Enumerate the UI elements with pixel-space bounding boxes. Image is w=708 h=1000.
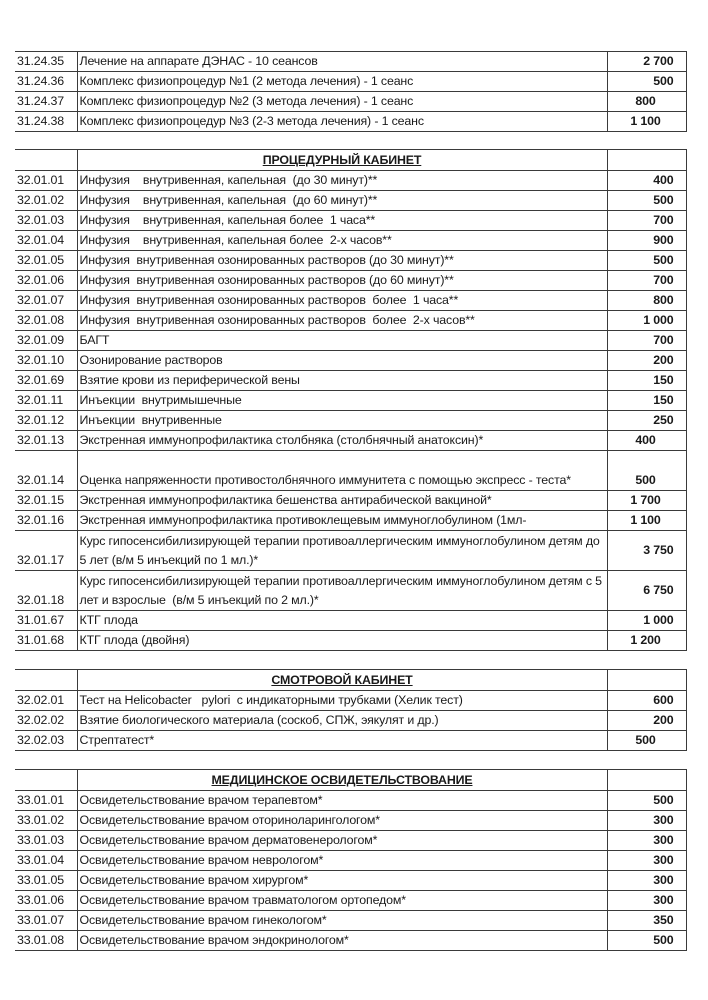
- service-price: 300: [607, 831, 686, 851]
- header-code-cell: [15, 150, 77, 171]
- service-name: Инфузия внутривенная, капельная более 2-х часов**: [77, 231, 607, 251]
- service-name: Инъекции внутримышечные: [77, 391, 607, 411]
- table-row: [15, 371, 686, 391]
- service-code: 32.01.16: [15, 511, 77, 531]
- service-code: 32.01.13: [15, 431, 77, 451]
- header-price-cell: [607, 150, 686, 171]
- service-price: 1 700: [607, 491, 686, 511]
- service-name: Освидетельствование врачом терапевтом*: [77, 791, 607, 811]
- table-row: [15, 531, 686, 571]
- service-price: 200: [607, 711, 686, 731]
- service-code: 33.01.05: [15, 871, 77, 891]
- table-row: [15, 831, 686, 851]
- price-table-procedure-room: [15, 149, 687, 651]
- service-code: 31.01.67: [15, 611, 77, 631]
- service-code: 32.01.06: [15, 271, 77, 291]
- service-code: 31.01.68: [15, 631, 77, 651]
- service-name: Экстренная иммунопрофилактика столбняка (столбнячный анатоксин)*: [77, 431, 607, 451]
- table-row: [15, 431, 686, 451]
- service-code: 32.01.10: [15, 351, 77, 371]
- service-name: Освидетельствование врачом хирургом*: [77, 871, 607, 891]
- service-price: 500: [607, 451, 686, 491]
- table-row: [15, 52, 686, 72]
- service-price: 400: [607, 431, 686, 451]
- service-price: 1 100: [607, 112, 686, 132]
- service-price: 300: [607, 891, 686, 911]
- table-row: [15, 92, 686, 112]
- section-header-row: [15, 670, 686, 691]
- service-name: БАГТ: [77, 331, 607, 351]
- service-name: Освидетельствование врачом неврологом*: [77, 851, 607, 871]
- service-price: 500: [607, 191, 686, 211]
- service-price: 800: [607, 291, 686, 311]
- table-row: [15, 351, 686, 371]
- service-code: 33.01.02: [15, 811, 77, 831]
- service-price: 700: [607, 271, 686, 291]
- service-price: 1 100: [607, 511, 686, 531]
- service-name: Освидетельствование врачом травматологом ортопедом*: [77, 891, 607, 911]
- table-row: [15, 311, 686, 331]
- table-row: [15, 571, 686, 611]
- service-name: Комплекс физиопроцедур №1 (2 метода лечения) - 1 сеанс: [77, 72, 607, 92]
- service-code: 32.02.03: [15, 731, 77, 751]
- table-row: [15, 291, 686, 311]
- service-code: 32.01.18: [15, 571, 77, 611]
- table-row: [15, 211, 686, 231]
- table-row: [15, 271, 686, 291]
- service-name: Тест на Helicobacter pylori с индикаторными трубками (Хелик тест): [77, 691, 607, 711]
- service-price: 1 000: [607, 311, 686, 331]
- price-table-examination-room: [15, 669, 687, 751]
- service-price: 500: [607, 72, 686, 92]
- table-row: [15, 711, 686, 731]
- service-name: Инфузия внутривенная озонированных растворов (до 30 минут)**: [77, 251, 607, 271]
- service-name: Курс гипосенсибилизирующей терапии противоаллергическим иммуноглобулином детям с 5 лет и взрослые (в/м 5 инъекций по 2 мл.)*: [77, 571, 607, 611]
- service-name: Освидетельствование врачом оториноларингологом*: [77, 811, 607, 831]
- table-row: [15, 911, 686, 931]
- service-price: 250: [607, 411, 686, 431]
- price-table-physio: [15, 51, 687, 132]
- table-row: [15, 491, 686, 511]
- header-price-cell: [607, 670, 686, 691]
- service-price: 200: [607, 351, 686, 371]
- service-name: Инъекции внутривенные: [77, 411, 607, 431]
- table-row: [15, 231, 686, 251]
- service-price: 350: [607, 911, 686, 931]
- service-name: Взятие биологического материала (соскоб, СПЖ, эякулят и др.): [77, 711, 607, 731]
- service-price: 2 700: [607, 52, 686, 72]
- table-row: [15, 331, 686, 351]
- service-price: 150: [607, 371, 686, 391]
- service-code: 32.01.05: [15, 251, 77, 271]
- service-price: 700: [607, 211, 686, 231]
- table-row: [15, 511, 686, 531]
- service-name: Инфузия внутривенная, капельная (до 30 минут)**: [77, 171, 607, 191]
- section-title: ПРОЦЕДУРНЫЙ КАБИНЕТ: [77, 150, 607, 171]
- table-row: [15, 871, 686, 891]
- service-code: 32.01.07: [15, 291, 77, 311]
- header-code-cell: [15, 770, 77, 791]
- table-row: [15, 451, 686, 491]
- table-row: [15, 891, 686, 911]
- service-price: 3 750: [607, 531, 686, 571]
- service-price: 500: [607, 791, 686, 811]
- service-code: 32.01.03: [15, 211, 77, 231]
- service-code: 33.01.01: [15, 791, 77, 811]
- table-row: [15, 811, 686, 831]
- service-name: Инфузия внутривенная озонированных растворов более 2-х часов**: [77, 311, 607, 331]
- service-price: 300: [607, 811, 686, 831]
- section-title: МЕДИЦИНСКОЕ ОСВИДЕТЕЛЬСТВОВАНИЕ: [77, 770, 607, 791]
- service-code: 32.02.02: [15, 711, 77, 731]
- service-code: 31.24.35: [15, 52, 77, 72]
- service-price: 500: [607, 251, 686, 271]
- service-name: Озонирование растворов: [77, 351, 607, 371]
- service-code: 33.01.04: [15, 851, 77, 871]
- service-code: 32.01.14: [15, 451, 77, 491]
- service-name: КТГ плода: [77, 611, 607, 631]
- table-row: [15, 411, 686, 431]
- table-row: [15, 631, 686, 651]
- service-code: 32.01.12: [15, 411, 77, 431]
- service-price: 1 000: [607, 611, 686, 631]
- service-name: Освидетельствование врачом эндокринологом*: [77, 931, 607, 951]
- table-row: [15, 691, 686, 711]
- service-name: Комплекс физиопроцедур №2 (3 метода лечения) - 1 сеанс: [77, 92, 607, 112]
- service-price: 400: [607, 171, 686, 191]
- service-price: 600: [607, 691, 686, 711]
- service-name: Экстренная иммунопрофилактика бешенства антирабической вакциной*: [77, 491, 607, 511]
- table-row: [15, 791, 686, 811]
- service-name: Инфузия внутривенная озонированных растворов (до 60 минут)**: [77, 271, 607, 291]
- service-name: Освидетельствование врачом гинекологом*: [77, 911, 607, 931]
- service-code: 31.24.36: [15, 72, 77, 92]
- table-row: [15, 931, 686, 951]
- table-row: [15, 112, 686, 132]
- service-price: 300: [607, 871, 686, 891]
- service-name: Оценка напряженности противостолбнячного иммунитета с помощью экспресс - теста*: [77, 451, 607, 491]
- service-code: 31.24.38: [15, 112, 77, 132]
- service-price: 800: [607, 92, 686, 112]
- header-code-cell: [15, 670, 77, 691]
- table-row: [15, 191, 686, 211]
- service-name: Инфузия внутривенная, капельная более 1 часа**: [77, 211, 607, 231]
- section-header-row: [15, 150, 686, 171]
- service-name: Курс гипосенсибилизирующей терапии противоаллергическим иммуноглобулином детям до 5 лет (в/м 5 инъекций по 1 мл.)*: [77, 531, 607, 571]
- service-price: 700: [607, 331, 686, 351]
- service-code: 32.01.17: [15, 531, 77, 571]
- service-name: КТГ плода (двойня): [77, 631, 607, 651]
- service-code: 32.01.08: [15, 311, 77, 331]
- service-price: 500: [607, 731, 686, 751]
- section-header-row: [15, 770, 686, 791]
- service-code: 31.24.37: [15, 92, 77, 112]
- service-code: 33.01.03: [15, 831, 77, 851]
- service-code: 32.01.11: [15, 391, 77, 411]
- service-code: 32.01.02: [15, 191, 77, 211]
- service-code: 32.01.15: [15, 491, 77, 511]
- service-name: Стрептатест*: [77, 731, 607, 751]
- table-row: [15, 391, 686, 411]
- service-name: Комплекс физиопроцедур №3 (2-3 метода лечения) - 1 сеанс: [77, 112, 607, 132]
- table-row: [15, 851, 686, 871]
- service-price: 1 200: [607, 631, 686, 651]
- service-name: Взятие крови из периферической вены: [77, 371, 607, 391]
- service-code: 33.01.08: [15, 931, 77, 951]
- service-price: 300: [607, 851, 686, 871]
- service-price: 6 750: [607, 571, 686, 611]
- service-code: 32.02.01: [15, 691, 77, 711]
- service-code: 32.01.69: [15, 371, 77, 391]
- table-row: [15, 251, 686, 271]
- header-price-cell: [607, 770, 686, 791]
- service-price: 500: [607, 931, 686, 951]
- table-row: [15, 72, 686, 92]
- service-code: 32.01.01: [15, 171, 77, 191]
- service-name: Экстренная иммунопрофилактика противоклещевым иммуноглобулином (1мл-: [77, 511, 607, 531]
- service-code: 33.01.07: [15, 911, 77, 931]
- service-code: 32.01.09: [15, 331, 77, 351]
- price-table-medical-examination: [15, 769, 687, 951]
- service-name: Инфузия внутривенная озонированных растворов более 1 часа**: [77, 291, 607, 311]
- service-name: Освидетельствование врачом дерматовенерологом*: [77, 831, 607, 851]
- table-row: [15, 731, 686, 751]
- service-name: Лечение на аппарате ДЭНАС - 10 сеансов: [77, 52, 607, 72]
- section-title: СМОТРОВОЙ КАБИНЕТ: [77, 670, 607, 691]
- service-code: 33.01.06: [15, 891, 77, 911]
- service-name: Инфузия внутривенная, капельная (до 60 минут)**: [77, 191, 607, 211]
- service-price: 150: [607, 391, 686, 411]
- table-row: [15, 611, 686, 631]
- service-code: 32.01.04: [15, 231, 77, 251]
- service-price: 900: [607, 231, 686, 251]
- table-row: [15, 171, 686, 191]
